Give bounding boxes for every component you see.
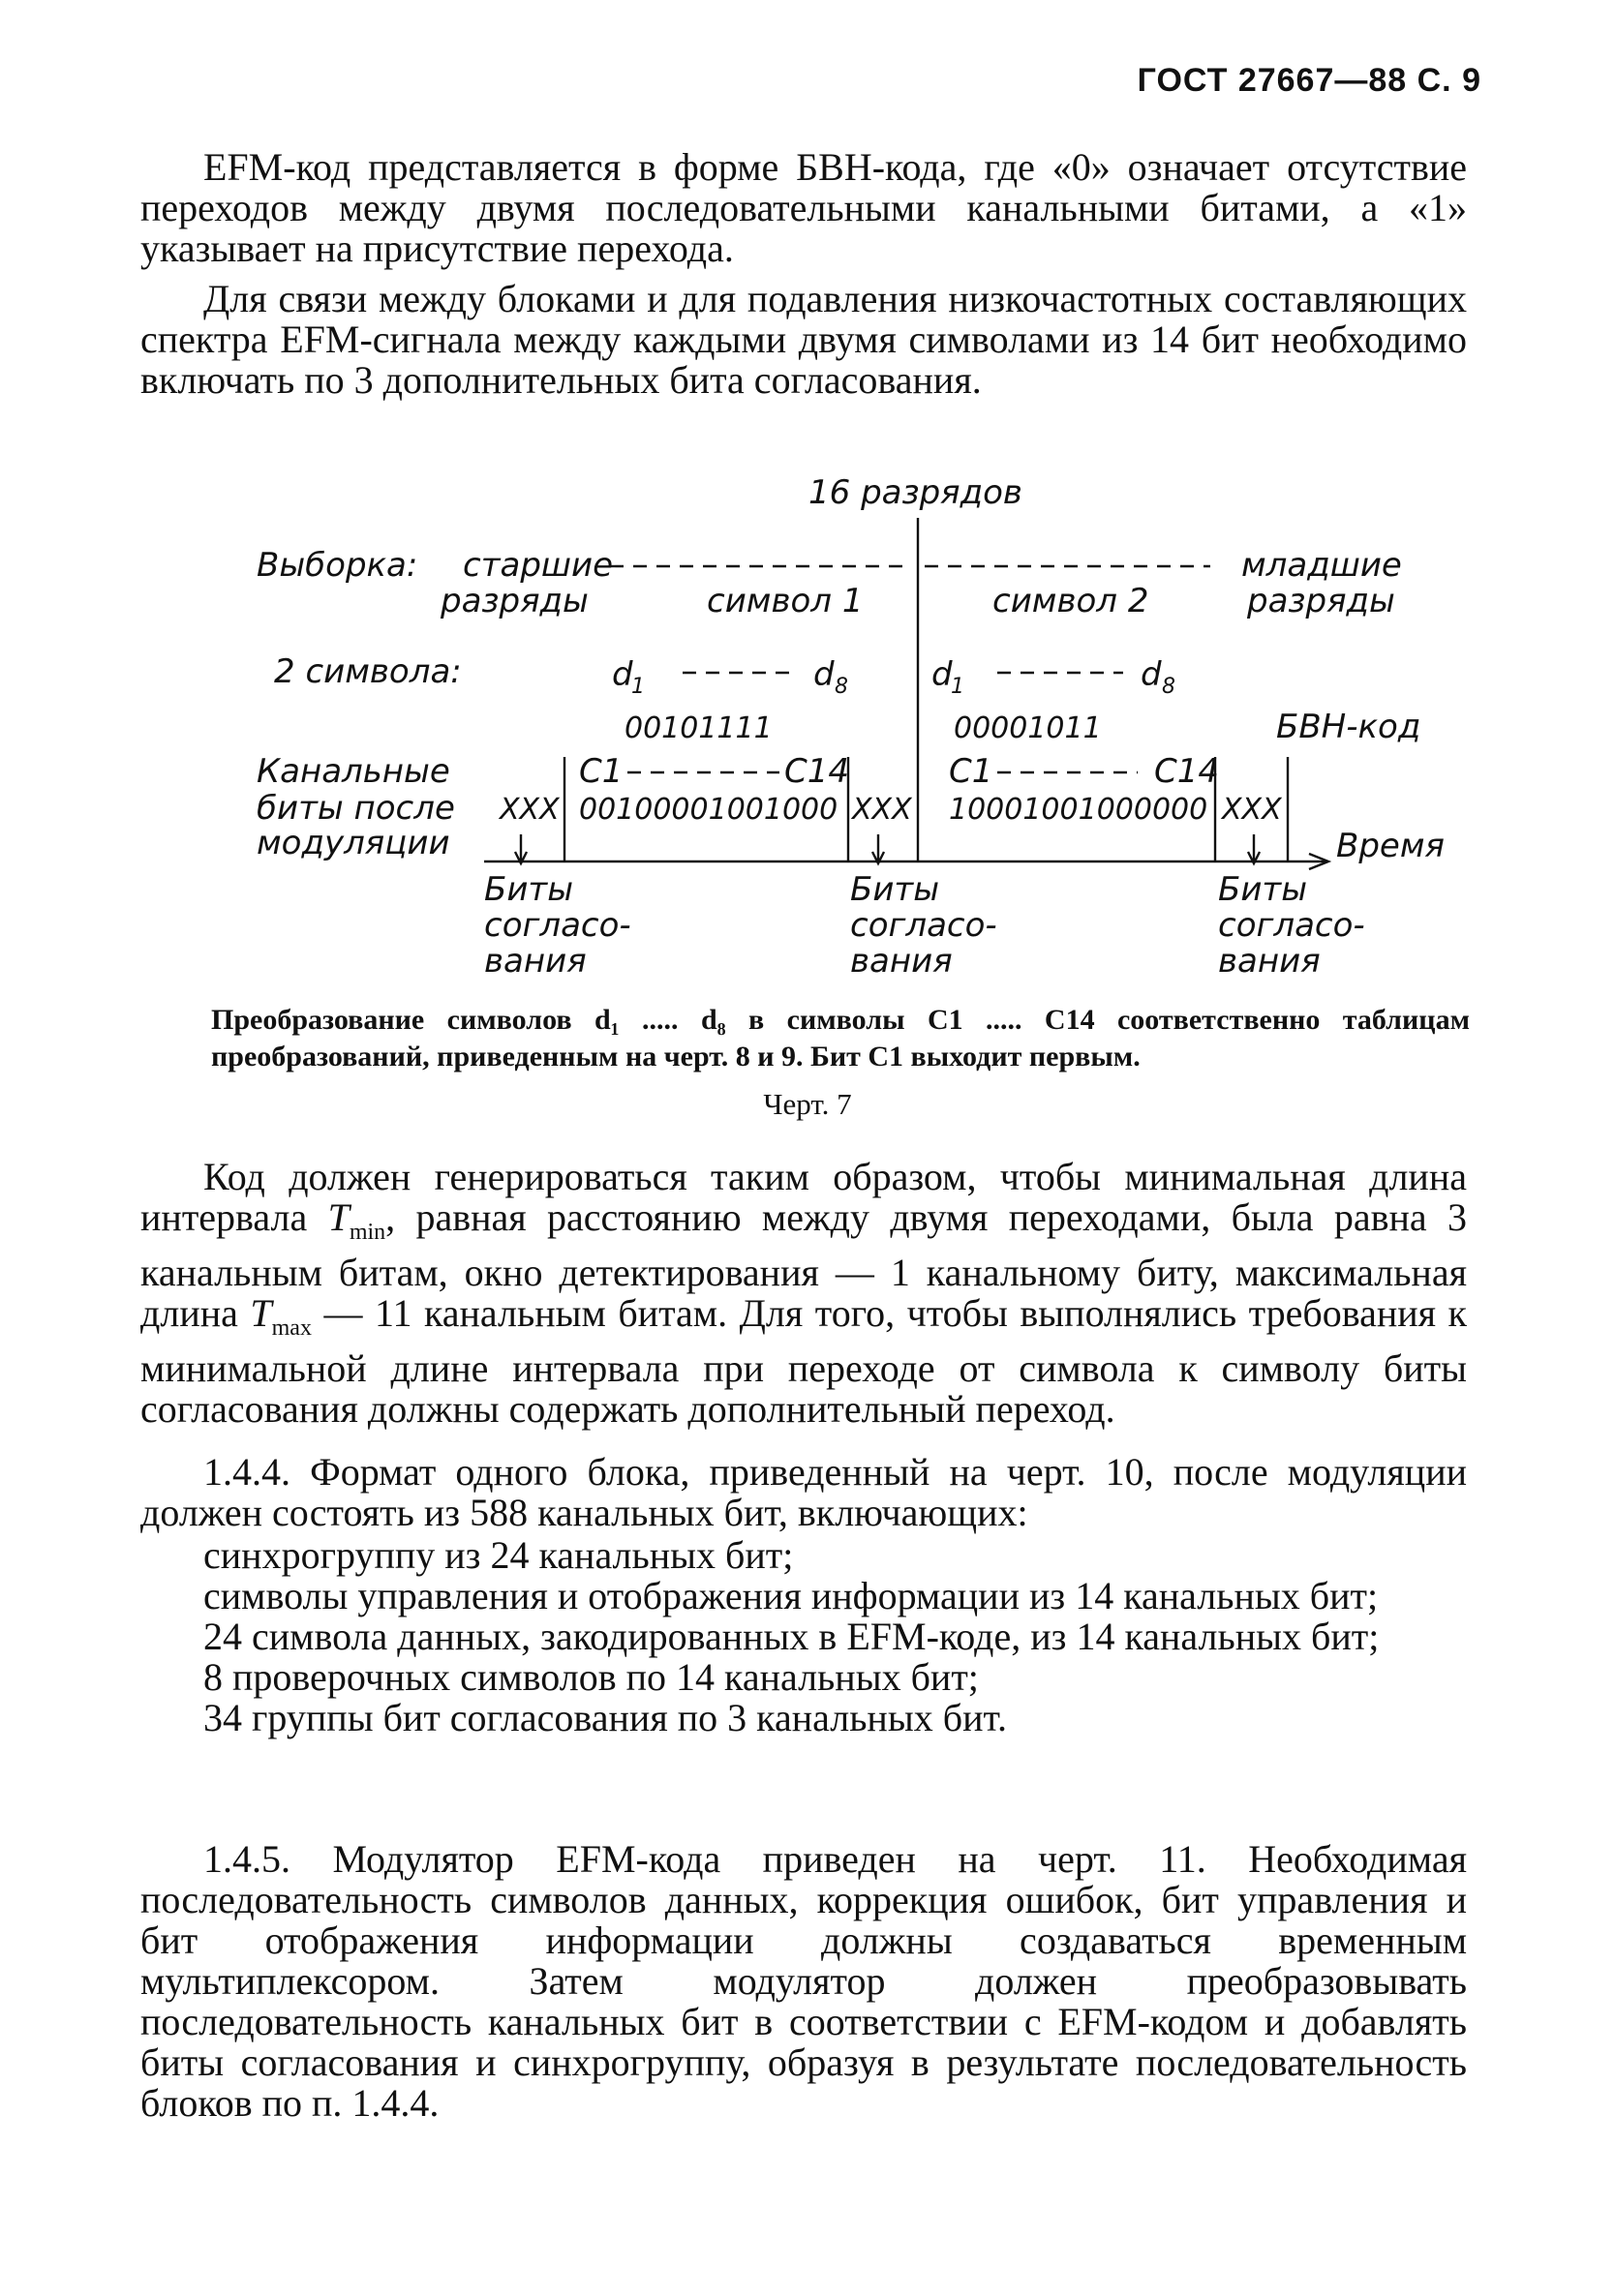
fig-xxx-3: XXX xyxy=(1222,793,1282,827)
fig-d1-left: d xyxy=(612,655,633,694)
fig-merge3-l2: согласо- xyxy=(1218,906,1365,945)
list-item: 34 группы бит согласования по 3 канальных бит. xyxy=(203,1696,1007,1739)
fig-nrzi-label: БВН-код xyxy=(1276,708,1421,746)
page-header: ГОСТ 27667—88 С. 9 xyxy=(1137,62,1481,99)
fig-c14-right: C14 xyxy=(1154,752,1220,791)
fig-d8-right-sub: 8 xyxy=(1162,675,1175,699)
fig-c14-left: C14 xyxy=(784,752,850,791)
fig-lsb-line1: младшие xyxy=(1241,546,1402,585)
fig-channel-l1: Канальные xyxy=(257,752,450,791)
fig-time-label: Время xyxy=(1336,827,1445,865)
p3-part-a: Код должен генерироваться таким образом, чтобы минимальная длина интервала xyxy=(140,1155,1467,1239)
fig-lsb-line2: разряды xyxy=(1247,582,1395,620)
fig-arrow-1 xyxy=(515,834,527,863)
fig-c1-left: C1 xyxy=(579,752,624,791)
fig-code2: 10001001000000 xyxy=(949,793,1208,827)
fig-channel-l3: модуляции xyxy=(257,824,450,862)
fig-merge3-l3: вания xyxy=(1218,942,1321,981)
paragraph-code-generation xyxy=(140,1157,1467,1430)
tmin-symbol: T xyxy=(327,1195,350,1239)
fig-d8-right: d xyxy=(1141,655,1162,694)
tmax-symbol: T xyxy=(250,1291,272,1335)
fig-sample-label: Выборка: xyxy=(257,546,418,585)
figure-7-diagram xyxy=(0,474,1615,997)
fig-arrow-2 xyxy=(872,834,884,863)
fig-msb-line2: разряды xyxy=(441,582,589,620)
fig-merge2-l2: согласо- xyxy=(850,906,997,945)
fig-channel-l2: биты после xyxy=(257,789,455,828)
fig-two-symbols: 2 символа: xyxy=(274,652,462,691)
list-item: 24 символа данных, закодированных в EFM-коде, из 14 канальных бит; xyxy=(203,1615,1380,1658)
list-item: 8 проверочных символов по 14 канальных бит; xyxy=(203,1655,979,1699)
paragraph-1-4-5: 1.4.5. Модулятор EFM-кода приведен на черт. 11. Необходимая последовательность символов данных, коррекция ошибок, бит управления и бит отображения информации должны создаваться временным мультиплексором. Затем модулятор должен преобразовывать последовательность канальных бит в соответствии с EFM-кодом и добавлять биты согласования и синхрогруппу, образуя в результате последовательность блоков по п. 1.4.4. xyxy=(140,1837,1467,2125)
fig-xxx-2: XXX xyxy=(852,793,912,827)
tmax-subscript: max xyxy=(271,1315,312,1341)
fig-merge2-l3: вания xyxy=(850,942,953,981)
paragraph-merging-bits: Для связи между блоками и для подавления низкочастотных составляющих спектра EFM-сигнала между каждыми двумя символами из 14 бит необходимо включать по 3 дополнительных бита согласования. xyxy=(140,277,1467,402)
p3-part-b: , равная расстоянию между двумя переходами, была равна 3 канальным битам, окно детектирования — 1 канальному биту, максимальная длина xyxy=(140,1195,1467,1335)
fig-bits1: 00101111 xyxy=(625,711,773,745)
fig-d1-right-sub: 1 xyxy=(951,675,964,699)
figure-caption: Преобразование символов d₁ ..... d₈ в символы C1 ..... C14 соответственно таблицам преобразований, приведенным на черт. 8 и 9. Бит C1 выходит первым. xyxy=(211,1004,1470,1072)
fig-arrow-3 xyxy=(1248,834,1260,863)
fig-msb-line1: старшие xyxy=(463,546,614,585)
fig-d1-left-sub: 1 xyxy=(631,675,645,699)
fig-top-label: 16 разрядов xyxy=(808,474,1022,512)
fig-symbol2: символ 2 xyxy=(992,582,1149,620)
fig-merge1-l1: Биты xyxy=(484,870,574,909)
fig-merge3-l1: Биты xyxy=(1218,870,1308,909)
fig-d8-left: d xyxy=(813,655,835,694)
fig-code1: 00100001001000 xyxy=(579,793,838,827)
p3-part-c: — 11 канальным битам. Для того, чтобы выполнялись требования к минимальной длине интервала при переходе от символа к символу биты согласования должны содержать дополнительный переход. xyxy=(140,1291,1467,1431)
tmin-subscript: min xyxy=(349,1220,386,1245)
block-content-list xyxy=(140,1535,1467,1738)
fig-xxx-1: XXX xyxy=(500,793,560,827)
fig-merge2-l1: Биты xyxy=(850,870,940,909)
fig-symbol1: символ 1 xyxy=(707,582,864,620)
figure-label: Черт. 7 xyxy=(763,1087,852,1121)
fig-d1-right: d xyxy=(931,655,953,694)
fig-merge1-l2: согласо- xyxy=(484,906,631,945)
fig-merge1-l3: вания xyxy=(484,942,587,981)
fig-bits2: 00001011 xyxy=(954,711,1102,745)
list-item: символы управления и отображения информации из 14 канальных бит; xyxy=(203,1574,1379,1617)
paragraph-efm-nrzi: EFM-код представляется в форме БВН-кода, где «0» означает отсутствие переходов между двумя последовательными канальными битами, а «1» указывает на присутствие перехода. xyxy=(140,145,1467,270)
fig-c1-right: C1 xyxy=(949,752,993,791)
list-item: синхрогруппу из 24 канальных бит; xyxy=(203,1533,794,1577)
paragraph-1-4-4: 1.4.4. Формат одного блока, приведенный на черт. 10, после модуляции должен состоять из 588 канальных бит, включающих: xyxy=(140,1450,1467,1534)
fig-d8-left-sub: 8 xyxy=(835,675,848,699)
